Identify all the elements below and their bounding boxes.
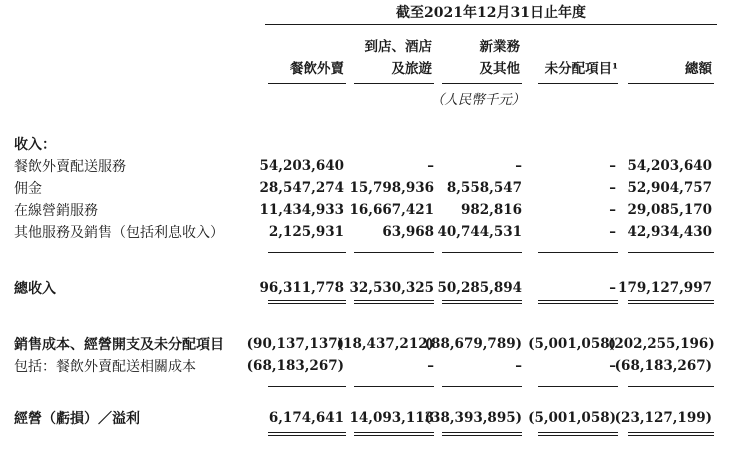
cell: 29,085,170 [627, 202, 712, 218]
total-double-rule [538, 300, 618, 304]
cell: (90,137,137) [246, 336, 344, 352]
cell: 54,203,640 [627, 158, 712, 174]
row-label: 其他服務及銷售（包括利息收入） [14, 225, 224, 241]
cell: – [515, 158, 522, 174]
cell: (202,255,196) [608, 336, 715, 352]
subtotal-rule [354, 252, 434, 253]
cell: 6,174,641 [268, 410, 344, 426]
cell: 16,667,421 [349, 202, 434, 218]
cell: 54,203,640 [259, 158, 344, 174]
cell: 2,125,931 [268, 224, 344, 240]
col-rule-5 [628, 83, 714, 84]
col-header-instore: 到店、酒店 及旅遊 [364, 39, 432, 77]
total-double-rule [442, 432, 522, 436]
row-label: 餐飲外賣配送服務 [14, 159, 126, 175]
cell: – [427, 358, 434, 374]
cell: (68,183,267) [246, 358, 344, 374]
total-double-rule [354, 300, 434, 304]
subtotal-rule [268, 252, 346, 253]
cell: (23,127,199) [614, 410, 712, 426]
unit-label: （人民幣千元） [430, 92, 526, 108]
total-double-rule [354, 432, 434, 436]
cell: (68,183,267) [614, 358, 712, 374]
subtotal-rule [538, 386, 618, 387]
col-rule-4 [538, 83, 618, 84]
col-header-newbiz: 新業務 及其他 [479, 39, 520, 77]
cell: 28,547,274 [259, 180, 344, 196]
cell: 50,285,894 [437, 280, 522, 296]
cell: (38,393,895) [424, 410, 522, 426]
cell: – [609, 158, 616, 174]
cell: 40,744,531 [437, 224, 522, 240]
cell: 8,558,547 [446, 180, 522, 196]
cell: (88,679,789) [424, 336, 522, 352]
cell: – [609, 180, 616, 196]
total-double-rule [628, 432, 714, 436]
row-label: 包括：餐飲外賣配送相關成本 [14, 359, 196, 375]
cell: 179,127,997 [618, 280, 712, 296]
period-header: 截至2021年12月31日止年度 [396, 5, 586, 21]
row-label-total-revenue: 總收入 [14, 281, 56, 297]
total-double-rule [538, 432, 618, 436]
cell: – [609, 280, 616, 296]
period-header-rule [265, 24, 717, 25]
cell: 11,434,933 [259, 202, 344, 218]
cell: – [609, 202, 616, 218]
col-header-unallocated: 未分配項目¹ [544, 61, 618, 77]
subtotal-rule [442, 252, 522, 253]
col-rule-2 [354, 83, 434, 84]
total-double-rule [268, 300, 346, 304]
cell: (18,437,212) [336, 336, 434, 352]
row-label: 佣金 [14, 181, 42, 197]
total-double-rule [628, 300, 714, 304]
subtotal-rule [268, 386, 346, 387]
cell: 96,311,778 [259, 280, 344, 296]
row-label-operating-result: 經營（虧損）／溢利 [14, 411, 140, 427]
subtotal-rule [628, 386, 714, 387]
cell: (5,001,058) [528, 410, 616, 426]
subtotal-rule [442, 386, 522, 387]
col-rule-1 [268, 83, 346, 84]
cell: 14,093,113 [349, 410, 434, 426]
cell: – [609, 224, 616, 240]
cell: 15,798,936 [349, 180, 434, 196]
revenue-section-title: 收入： [14, 137, 56, 153]
cell: 32,530,325 [349, 280, 434, 296]
row-label: 在線營銷服務 [14, 203, 98, 219]
cell: 982,816 [460, 202, 522, 218]
cell: (5,001,058) [528, 336, 616, 352]
cell: – [609, 358, 616, 374]
total-double-rule [268, 432, 346, 436]
subtotal-rule [538, 252, 618, 253]
col-rule-3 [442, 83, 522, 84]
cell: 52,904,757 [627, 180, 712, 196]
cell: – [515, 358, 522, 374]
cell: – [427, 158, 434, 174]
cell: 42,934,430 [627, 224, 712, 240]
col-header-total: 總額 [685, 61, 712, 77]
cell: 63,968 [382, 224, 434, 240]
subtotal-rule [354, 386, 434, 387]
row-label-costs: 銷售成本、經營開支及未分配項目 [14, 337, 224, 353]
col-header-delivery: 餐飲外賣 [290, 61, 344, 77]
total-double-rule [442, 300, 522, 304]
subtotal-rule [628, 252, 714, 253]
